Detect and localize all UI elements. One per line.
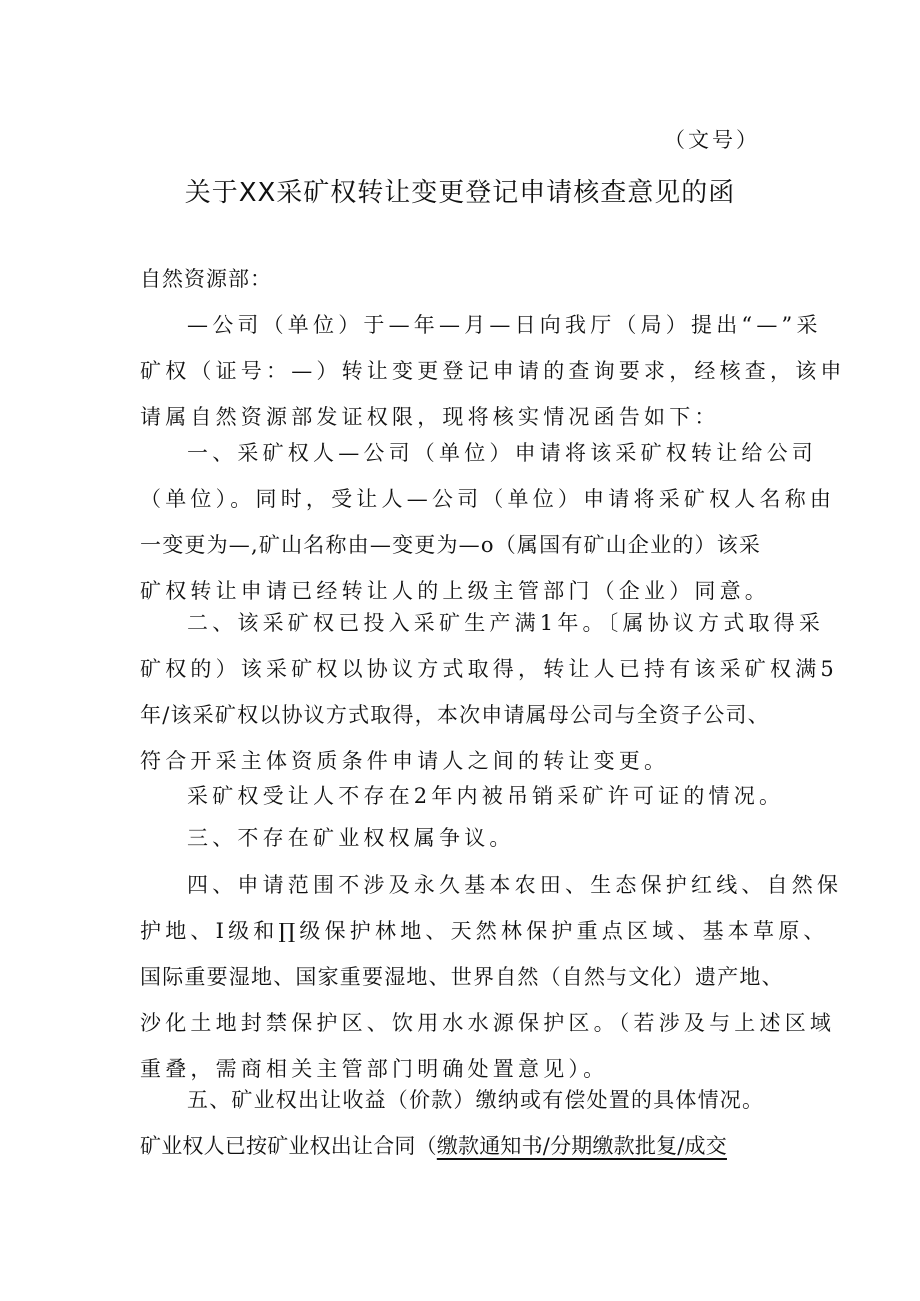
paragraph-line: —公司（单位）于—年—月—日向我厅（局）提出“—”采 [187,313,822,337]
paragraph-line: （单位）。同时，受让人—公司（单位）申请将采矿权人名称由 [140,487,836,511]
paragraph-line: 一、采矿权人—公司（单位）申请将该采矿权转让给公司 [187,441,817,465]
paragraph-line: 矿权的）该采矿权以协议方式取得，转让人已持有该采矿权满5 [140,657,838,681]
paragraph-line: 一变更为—,矿山名称由—变更为—o（属国有矿山企业的）该采 [140,533,762,557]
paragraph-5 [140,815,790,861]
paragraph-line: 年/该采矿权以协议方式取得，本次申请属母公司与全资子公司、 [140,703,770,727]
paragraph-line: 沙化土地封禁保护区、饮用水水源保护区。（若涉及与上述区域 [140,1011,836,1035]
paragraph-line: 重叠，需商相关主管部门明确处置意见）。 [140,1057,609,1081]
paragraph-line: 三、不存在矿业权权属争议。 [187,826,515,850]
paragraph-line: 护地、I级和∏级保护林地、天然林保护重点区域、基本草原、 [140,919,829,943]
paragraph-line: 五、矿业权出让收益（价款）缴纳或有偿处置的具体情况。 [187,1088,765,1112]
addressee: 自然资源部： [140,267,272,291]
paragraph-line: 矿权（证号：—）转让变更登记申请的查询要求，经核查，该申 [140,359,846,383]
paragraph-line: 四、申请范围不涉及永久基本农田、生态保护红线、自然保 [187,873,843,897]
paragraph-line: 请属自然资源部发证权限，现将核实情况函告如下： [140,405,720,429]
paragraph-3 [140,600,838,784]
paragraph-line: 矿权转让申请已经转让人的上级主管部门（企业）同意。 [140,579,770,603]
paragraph-line: 符合开采主体资质条件申请人之间的转让变更。 [140,749,670,773]
paragraph-1 [140,302,846,440]
paragraph-line: 国际重要湿地、国家重要湿地、世界自然（自然与文化）遗产地、 [140,965,784,989]
paragraph-text: 矿业权人已按矿业权出让合同（ [140,1134,437,1158]
paragraph-6 [140,862,843,1092]
document-title: 关于XX采矿权转让变更登记申请核查意见的函 [184,178,736,208]
paragraph-4 [140,773,790,819]
paragraph-7 [140,1077,790,1169]
paragraph-line: 采矿权受让人不存在2年内被吊销采矿许可证的情况。 [187,784,785,808]
document-number: （文号） [664,128,760,152]
paragraph-line [140,1123,790,1169]
underlined-reference: 缴款通知书/分期缴款批复/成交 [436,1134,727,1158]
paragraph-2 [140,430,836,614]
paragraph-line: 二、该采矿权已投入采矿生产满1年。〔属协议方式取得采 [187,611,825,635]
